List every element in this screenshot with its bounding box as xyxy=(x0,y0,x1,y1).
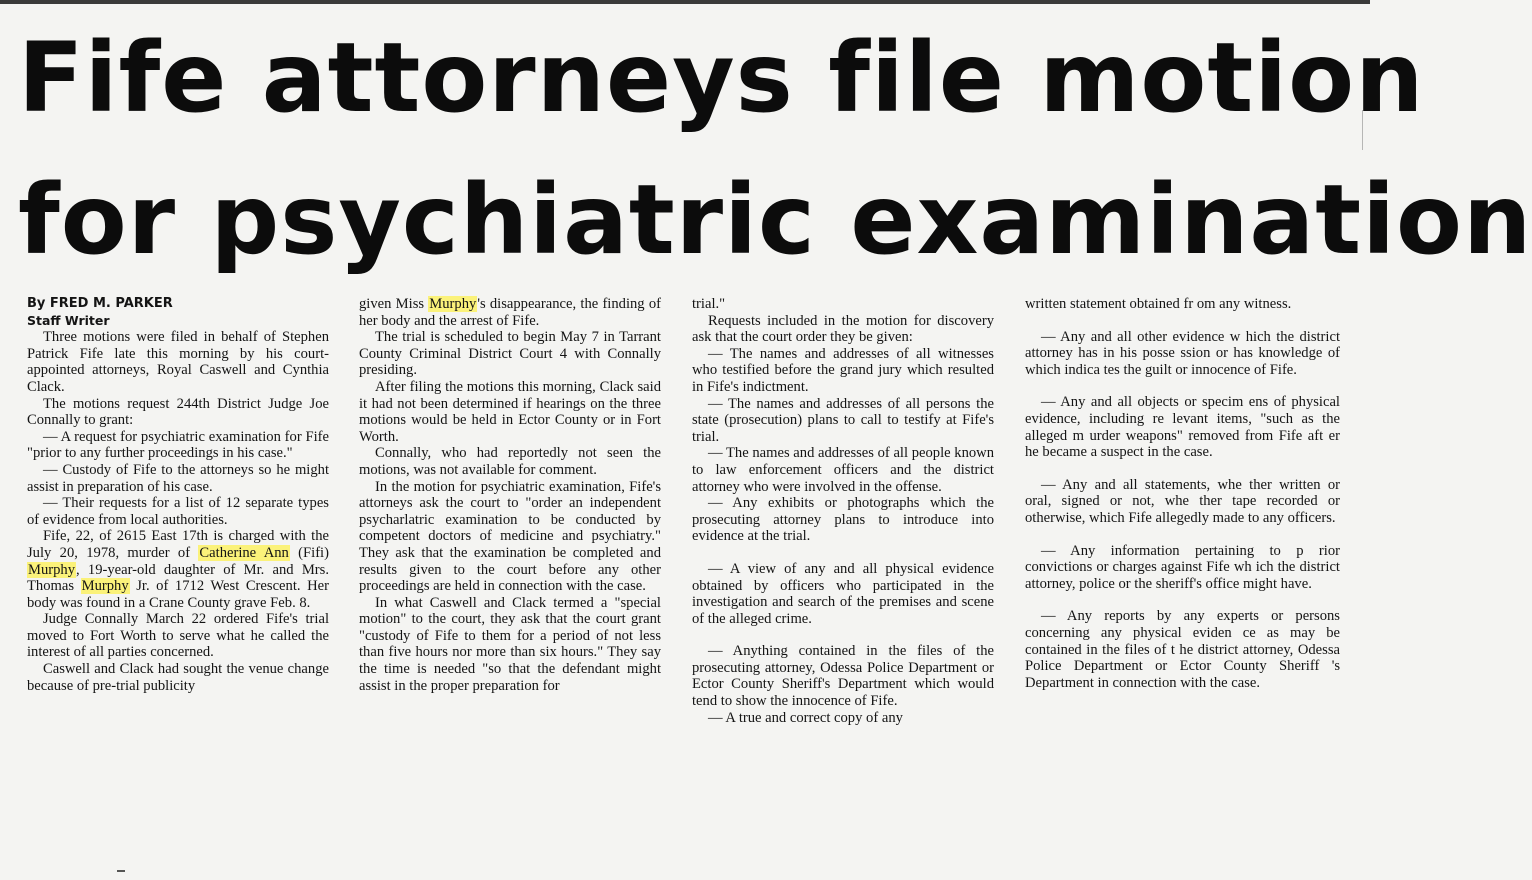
article-column-1 xyxy=(27,296,329,866)
article-column-3 xyxy=(692,296,994,866)
article-paragraph xyxy=(359,479,661,595)
paragraph-text: given Miss xyxy=(359,296,429,312)
article-paragraph xyxy=(27,329,329,395)
article-paragraph xyxy=(1025,296,1340,313)
headline-line-2: for psychiatric examination xyxy=(18,164,1532,276)
highlighted-term: Murphy xyxy=(81,578,129,595)
article-paragraph xyxy=(359,379,661,445)
byline-author: By FRED M. PARKER xyxy=(27,296,173,311)
article-paragraph xyxy=(27,611,329,661)
article-paragraph xyxy=(27,429,329,462)
highlighted-term: Murphy xyxy=(28,561,76,578)
paragraph-text: — The names and addresses of all people known to law enforcement officers and the district attorney who were involved in the offense. xyxy=(692,445,994,495)
column-2-body xyxy=(359,296,661,694)
article-paragraph xyxy=(1025,608,1340,691)
column-1-body xyxy=(27,329,329,694)
scan-edge-mark xyxy=(1362,110,1366,150)
paragraph-text: The trial is scheduled to begin May 7 in Tarrant County Criminal District Court 4 with Connally presiding. xyxy=(359,329,661,379)
paragraph-text: Three motions were filed in behalf of Stephen Patrick Fife late this morning by his court-appointed attorneys, Royal Caswell and Cynthia Clack. xyxy=(27,329,329,395)
paragraph-text: written statement obtained fr om any witness. xyxy=(1025,296,1292,312)
article-paragraph xyxy=(692,346,994,396)
paragraph-text: , 19-year-old daughter of Mr. and Mrs. Thomas xyxy=(27,561,329,595)
paragraph-text: Caswell and Clack had sought the venue change because of pre-trial publicity xyxy=(27,661,329,694)
paragraph-text: — The names and addresses of all witnesses who testified before the grand jury which resulted in Fife's indictment. xyxy=(692,345,994,395)
article-paragraph xyxy=(692,710,994,727)
paragraph-text: — The names and addresses of all persons the state (prosecution) plans to call to testify at Fife's trial. xyxy=(692,395,994,445)
paragraph-text: Requests included in the motion for discovery ask that the court order they be given: xyxy=(692,312,994,346)
headline-line-1: Fife attorneys file motion xyxy=(18,22,1425,134)
column-3-body xyxy=(692,296,994,726)
top-rule xyxy=(0,0,1370,4)
article-paragraph xyxy=(1025,477,1340,527)
paragraph-text: — Any reports by any experts or persons concerning any physical eviden ce as may be contained in the files of t he district attorney, Odessa Police Department or Ector County Sheriff 's Department in connection with the case. xyxy=(1025,608,1340,691)
highlighted-term: Catherine Ann xyxy=(199,544,289,561)
article-paragraph xyxy=(692,445,994,495)
column-4-body xyxy=(1025,296,1340,691)
paragraph-text: — Any exhibits or photographs which the prosecuting attorney plans to introduce into evidence at the trial. xyxy=(692,495,994,545)
article-paragraph xyxy=(359,329,661,379)
paragraph-text: — Any information pertaining to p rior convictions or charges against Fife wh ich the district attorney, police or the sheriff's office might have. xyxy=(1025,542,1340,592)
paragraph-text: Jr. of 1712 West Crescent. Her body was found in a Crane County grave Feb. 8. xyxy=(27,578,329,611)
article-paragraph xyxy=(27,528,329,611)
highlighted-term: Murphy xyxy=(429,296,477,312)
article-column-4 xyxy=(1025,296,1340,866)
paragraph-text: Fife, 22, of 2615 East 17th is charged with the July 20, 1978, murder of xyxy=(27,528,329,561)
scan-speck xyxy=(117,870,125,872)
paragraph-text: 's disappearance, the finding of her body and the arrest of Fife. xyxy=(359,296,661,329)
paragraph-text: Judge Connally March 22 ordered Fife's trial moved to Fort Worth to serve what he called the interest of all parties concerned. xyxy=(27,611,329,661)
byline-role: Staff Writer xyxy=(27,312,110,328)
article-column-2 xyxy=(359,296,661,866)
paragraph-text: — Their requests for a list of 12 separate types of evidence from local authorities. xyxy=(27,495,329,528)
paragraph-text: (Fifi) xyxy=(289,544,329,561)
paragraph-text: The motions request 244th District Judge Joe Connally to grant: xyxy=(27,395,329,429)
paragraph-text: In the motion for psychiatric examination, Fife's attorneys ask the court to "order an independent psycharlatric examination to be conducted by competent doctors of medicine and psychiatry." They ask that the examination be completed and results given to the court before any other proceedings are held in connection with the case. xyxy=(359,478,661,595)
paragraph-text: — A true and correct copy of any xyxy=(708,709,903,726)
paragraph-text: trial." xyxy=(692,296,726,312)
paragraph-text: — A view of any and all physical evidence obtained by officers who participated in the investigation and search of the premises and scene of the alleged crime. xyxy=(692,560,994,627)
article-paragraph xyxy=(692,495,994,545)
paragraph-text: After filing the motions this morning, Clack said it had not been determined if hearings on the three motions would be held in Ector County or in Fort Worth. xyxy=(359,378,661,445)
article-paragraph xyxy=(1025,394,1340,460)
article-paragraph xyxy=(1025,329,1340,379)
paragraph-text: In what Caswell and Clack termed a "special motion" to the court, they ask that the court grant "custody of Fife to them for a period of not less than five hours nor more than six hours." They say the time is needed "so that the defendant might assist in the proper preparation for xyxy=(359,594,661,694)
paragraph-text: — Anything contained in the files of the prosecuting attorney, Odessa Police Department or Ector County Sheriff's Department which would tend to show the innocence of Fife. xyxy=(692,643,994,710)
article-paragraph xyxy=(27,396,329,429)
article-paragraph xyxy=(27,495,329,528)
article-paragraph xyxy=(27,661,329,694)
paragraph-text: Connally, who had reportedly not seen the motions, was not available for comment. xyxy=(359,445,661,478)
paragraph-text: — Any and all other evidence w hich the district attorney has in his posse ssion or has knowledge of which indica tes the guilt or innocence of Fife. xyxy=(1025,328,1340,378)
article-paragraph xyxy=(692,561,994,627)
paragraph-text: — Any and all objects or specim ens of physical evidence, including re levant items, "such as the alleged m urder weapons" removed from Fife aft er he became a suspect in the case. xyxy=(1025,394,1340,461)
article-paragraph xyxy=(692,396,994,446)
paragraph-text: — A request for psychiatric examination for Fife "prior to any further proceedings in his case." xyxy=(27,428,329,462)
article-paragraph xyxy=(692,313,994,346)
article-paragraph xyxy=(359,595,661,695)
article-paragraph xyxy=(359,296,661,329)
article-paragraph xyxy=(359,445,661,478)
article-paragraph xyxy=(27,462,329,495)
article-paragraph xyxy=(692,643,994,709)
article-paragraph xyxy=(692,296,994,313)
paragraph-text: — Any and all statements, whe ther written or oral, signed or not, whe ther tape recorded or otherwise, which Fife allegedly made to any officers. xyxy=(1025,476,1340,526)
paragraph-text: — Custody of Fife to the attorneys so he might assist in preparation of his case. xyxy=(27,461,329,495)
article-paragraph xyxy=(1025,543,1340,593)
